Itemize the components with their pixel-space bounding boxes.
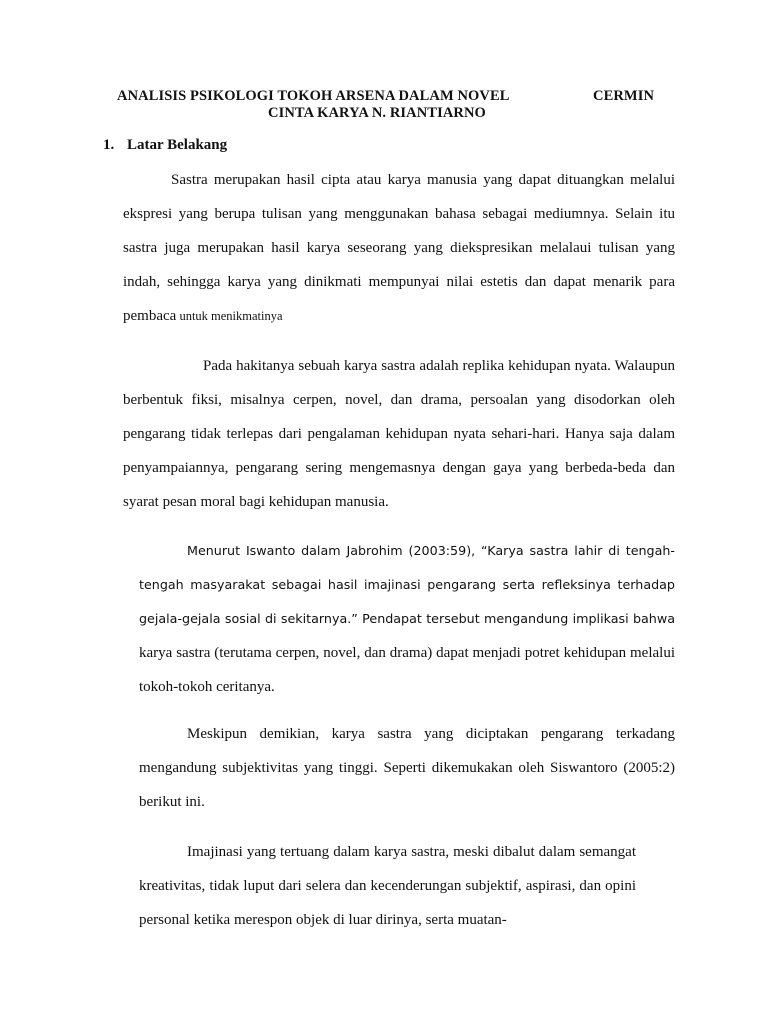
paragraph-4: Meskipun demikian, karya sastra yang diciptakan pengarang terkadang mengandung subjektivitas yang tinggi. Seperti dikemukakan oleh Siswantoro (2005:2) berikut ini. bbox=[139, 726, 675, 810]
paragraph-3-quote: Menurut Iswanto dalam Jabrohim (2003:59), “Karya sastra lahir di tengah-tengah masyarakat sebagai hasil imajinasi pengarang serta refleksinya terhadap gejala-gejala sosial di sekitarnya.” Pendapat tersebut mengandung implikasi bahwa bbox=[139, 543, 675, 626]
section-number: 1. bbox=[103, 137, 115, 153]
section-heading bbox=[103, 137, 227, 154]
paragraph-1 bbox=[123, 163, 675, 333]
title-line-2: CINTA KARYA N. RIANTIARNO bbox=[268, 105, 486, 121]
paragraph-2: Pada hakitanya sebuah karya sastra adalah replika kehidupan nyata. Walaupun berbentuk fiksi, misalnya cerpen, novel, dan drama, persoalan yang disodorkan oleh pengarang tidak terlepas dari pengalaman kehidupan nyata sehari-hari. Hanya saja dalam penyampaiannya, pengarang sering mengemasnya dengan gaya yang berbeda-beda dan syarat pesan moral bagi kehidupan manusia. bbox=[123, 358, 675, 510]
paragraph-3-plain: karya sastra (terutama cerpen, novel, dan drama) dapat menjadi potret kehidupan melalui tokoh-tokoh ceritanya. bbox=[139, 645, 675, 695]
title-line-1-right: CERMIN bbox=[593, 88, 655, 104]
paragraph-3 bbox=[139, 534, 675, 704]
paragraph-5: Imajinasi yang tertuang dalam karya sastra, meski dibalut dalam semangat kreativitas, tidak luput dari selera dan kecenderungan subjektif, aspirasi, dan opini personal ketika merespon objek di luar dirinya, serta muatan- bbox=[139, 844, 636, 928]
paragraph-1-tail: untuk menikmatinya bbox=[176, 309, 283, 323]
paragraph-1-main: Sastra merupakan hasil cipta atau karya manusia yang dapat dituangkan melalui ekspresi yang berupa tulisan yang menggunakan bahasa sebagai mediumnya. Selain itu sastra juga merupakan hasil karya seseorang yang diekspresikan melalaui tulisan yang indah, sehingga karya yang dinikmati mempunyai nilai estetis dan dapat menarik para pembaca bbox=[123, 172, 675, 324]
title-line-1-left: ANALISIS PSIKOLOGI TOKOH ARSENA DALAM NOVEL bbox=[117, 88, 510, 104]
section-heading-text: Latar Belakang bbox=[127, 137, 228, 153]
